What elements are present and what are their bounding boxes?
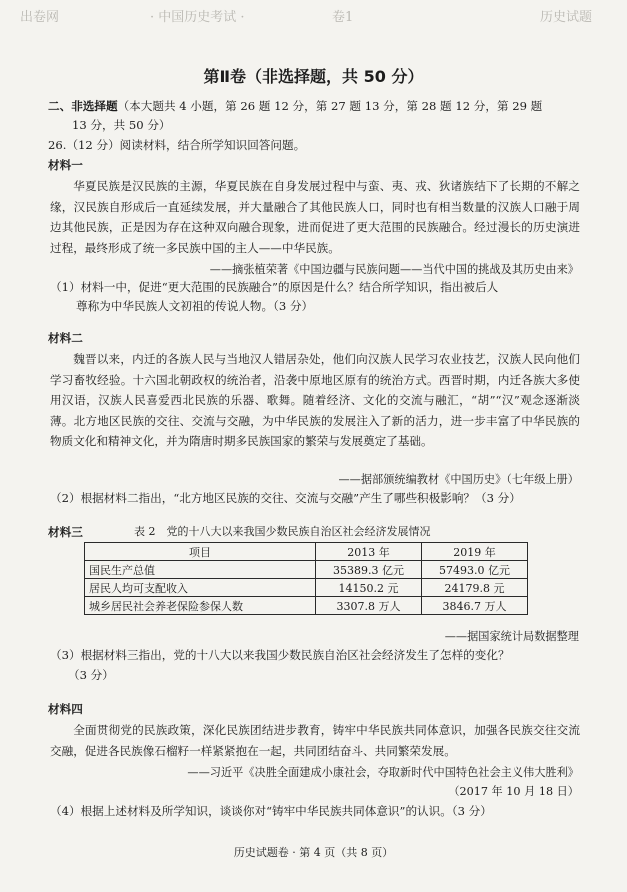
table-row bbox=[85, 579, 528, 597]
material-2-text: 魏晋以来，内迁的各族人民与当地汉人错居杂处，他们向汉族人民学习农业技艺，汉族人民向他们学习畜牧经验。十六国北朝政权的统治者，沿袭中原地区原有的统治方式。西晋时期，内迁各族大多使用汉语，汉族人民喜爱西北民族的乐器、歌舞。随着经济、文化的交流与融汇，“胡”“汉”观念逐渐淡薄。北方地区民族的交往、交流与交融，为中华民族的发展注入了新的活力，进一步丰富了中华民族的物质文化和精神文化，并为隋唐时期多民族国家的繁荣与发展奠定了基础。 bbox=[50, 352, 580, 449]
material-1-label: 材料一 bbox=[48, 158, 83, 172]
table-cell: 14150.2 元 bbox=[316, 579, 422, 597]
question-instruction: （12 分）阅读材料，结合所学知识回答问题。 bbox=[66, 138, 306, 152]
table-cell: 3846.7 万人 bbox=[422, 597, 528, 615]
material-4-source: ——习近平《决胜全面建成小康社会，夺取新时代中国特色社会主义伟大胜利》 bbox=[187, 766, 579, 779]
table-header-cell: 2013 年 bbox=[316, 543, 422, 561]
material-1-source: ——摘张植荣著《中国边疆与民族问题——当代中国的挑战及其历史由来》 bbox=[209, 263, 579, 276]
question-2: （2）根据材料二指出，“北方地区民族的交往、交流与交融”产生了哪些积极影响？（3 分） bbox=[50, 491, 521, 505]
table-row bbox=[85, 597, 528, 615]
material-4-date: （2017 年 10 月 18 日） bbox=[448, 785, 579, 798]
section-note: （本大题共 4 小题，第 26 题 12 分，第 27 题 13 分，第 28 题 12 分，第 29 题 bbox=[117, 99, 543, 113]
section-header bbox=[48, 98, 542, 114]
section-note-line2: 13 分，共 50 分） bbox=[72, 118, 171, 132]
table-cell: 24179.8 元 bbox=[422, 579, 528, 597]
material-4-label: 材料四 bbox=[48, 702, 83, 716]
table-header-cell: 2019 年 bbox=[422, 543, 528, 561]
table-cell: 居民人均可支配收入 bbox=[85, 579, 316, 597]
table-cell: 35389.3 亿元 bbox=[316, 561, 422, 579]
table-cell: 国民生产总值 bbox=[85, 561, 316, 579]
question-number: 26. bbox=[48, 138, 67, 152]
ghost-text: 出卷网 bbox=[20, 10, 60, 25]
paper-title: 第Ⅱ卷（非选择题，共 50 分） bbox=[203, 67, 424, 86]
table-header-row bbox=[85, 543, 528, 561]
table-cell: 57493.0 亿元 bbox=[422, 561, 528, 579]
table-row bbox=[85, 561, 528, 579]
table-header-cell: 项目 bbox=[85, 543, 316, 561]
section-heading: 二、非选择题 bbox=[48, 99, 118, 113]
table-caption: 表 2 党的十八大以来我国少数民族自治区社会经济发展情况 bbox=[134, 525, 431, 538]
table-cell: 3307.8 万人 bbox=[316, 597, 422, 615]
material-3-source: ——据国家统计局数据整理 bbox=[444, 630, 579, 643]
table-cell: 城乡居民社会养老保险参保人数 bbox=[85, 597, 316, 615]
material-2-label: 材料二 bbox=[48, 331, 83, 345]
page-footer: 历史试题卷 · 第 4 页（共 8 页） bbox=[233, 846, 394, 859]
statistics-table bbox=[84, 542, 528, 615]
question-1-line1: （1）材料一中，促进“更大范围的民族融合”的原因是什么？结合所学知识，指出被后人 bbox=[50, 280, 499, 294]
question-3-line1: （3）根据材料三指出，党的十八大以来我国少数民族自治区社会经济发生了怎样的变化？ bbox=[50, 648, 510, 662]
material-3-label: 材料三 bbox=[48, 525, 83, 539]
material-2-source: ——据部颁统编教材《中国历史》（七年级上册） bbox=[338, 473, 579, 486]
ghost-text: 历史试题 bbox=[540, 10, 593, 25]
bleed-through-header bbox=[0, 0, 627, 28]
material-4-text: 全面贯彻党的民族政策，深化民族团结进步教育，铸牢中华民族共同体意识，加强各民族交往交流交融，促进各民族像石榴籽一样紧紧抱在一起，共同团结奋斗、共同繁荣发展。 bbox=[50, 723, 580, 758]
ghost-text: 卷1 bbox=[332, 10, 354, 25]
question-1-line2: 尊称为中华民族人文初祖的传说人物。（3 分） bbox=[76, 299, 314, 313]
question-3-line2: （3 分） bbox=[68, 668, 114, 682]
question-26 bbox=[48, 137, 305, 153]
question-4: （4）根据上述材料及所学知识，谈谈你对“铸牢中华民族共同体意识”的认识。（3 分） bbox=[50, 804, 492, 818]
material-1-text: 华夏民族是汉民族的主源，华夏民族在自身发展过程中与蛮、夷、戎、狄诸族结下了长期的不解之缘，汉民族自形成后一直延续发展，并大量融合了其他民族人口，同时也有相当数量的汉族人口融于周边其他民族，正是因为存在这种双向融合现象，进而促进了更大范围的民族融合。经过漫长的历史演进过程，最终形成了统一多民族中国的主人——中华民族。 bbox=[50, 179, 580, 255]
ghost-text: · 中国历史考试 · bbox=[150, 10, 245, 25]
